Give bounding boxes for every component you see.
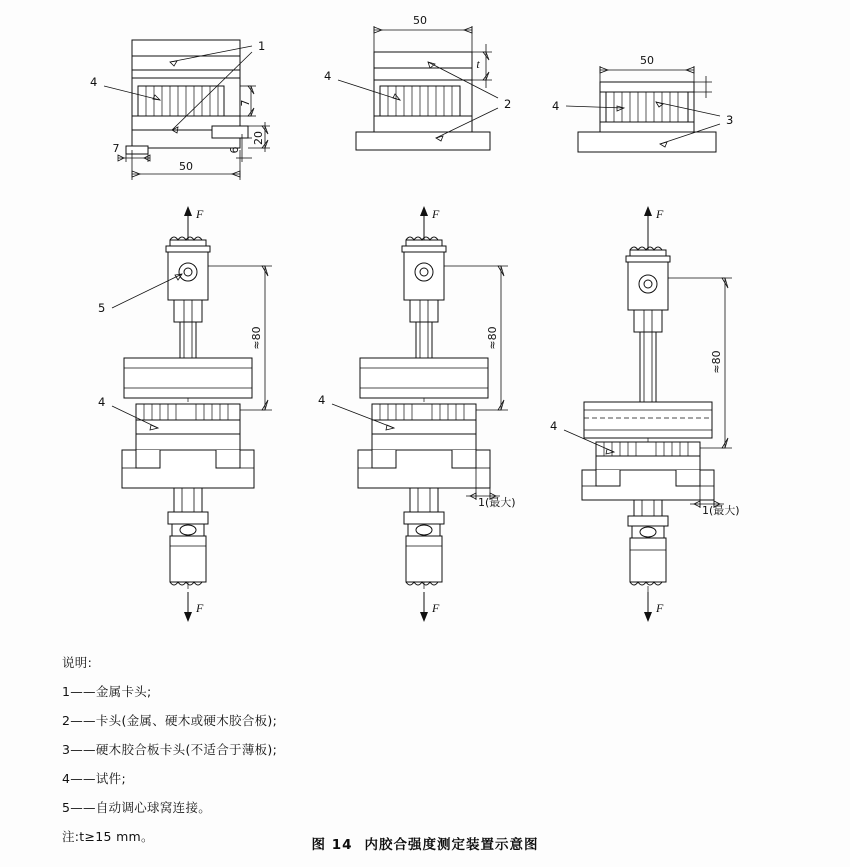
combined-grip-view: [324, 14, 511, 150]
dim-50-right-label: 50: [640, 54, 654, 67]
callout-4-assembly-mid-label: 4: [318, 393, 326, 407]
force-bottom-right-label: F: [656, 601, 664, 615]
legend-item-5: 5——自动调心球窝连接。: [62, 800, 212, 815]
span-right-label: ≈80: [710, 350, 723, 374]
span-mid-label: ≈80: [486, 326, 499, 350]
dim-50-left-label: 50: [179, 160, 193, 173]
callout-4-right-label: 4: [552, 99, 560, 113]
gap-note-right-label: 1(最大): [702, 504, 740, 517]
legend-item-4: 4——试件;: [62, 771, 126, 786]
dimension-tick-right: [694, 76, 712, 98]
gap-note-mid-label: 1(最大): [478, 496, 516, 509]
legend-note: 注:t≥15 mm。: [62, 829, 154, 844]
dimension-t: [472, 44, 492, 88]
callout-4-assembly-left-label: 4: [98, 395, 106, 409]
callout-5-label: 5: [98, 301, 106, 315]
force-arrow-bottom-right: [644, 592, 664, 622]
assembly-middle: [318, 206, 516, 622]
callout-4-left-label: 4: [90, 75, 98, 89]
force-top-mid-label: F: [432, 207, 440, 221]
force-arrow-top-right: [644, 206, 664, 250]
figure-title: 内胶合强度测定装置示意图: [364, 837, 539, 853]
force-arrow-bottom-left: [184, 592, 204, 622]
dim-20-label: 20: [252, 131, 265, 145]
dim-t-label: t: [476, 57, 480, 71]
figure-number: 图 14: [311, 837, 353, 853]
force-top-right-label: F: [656, 207, 664, 221]
metal-grip-view: [90, 39, 270, 180]
dimension-7-right: [239, 86, 256, 116]
span-left-label: ≈80: [250, 326, 263, 350]
legend-item-1: 1——金属卡头;: [62, 684, 152, 699]
dimension-20: [248, 122, 270, 152]
callout-4-mid-label: 4: [324, 69, 332, 83]
dimension-50-top-mid: [374, 14, 472, 52]
assembly-left: [98, 206, 272, 622]
dimension-50-right: [600, 54, 694, 84]
legend-item-3: 3——硬木胶合板卡头(不适合于薄板);: [62, 742, 278, 757]
callout-4-assembly-right-label: 4: [550, 419, 558, 433]
dim-7-left-label: 7: [112, 142, 120, 155]
dim-6-label: 6: [228, 146, 241, 154]
legend-title: 说明:: [62, 655, 93, 670]
dim-7-right-label: 7: [239, 99, 252, 107]
plywood-grip-view: [552, 54, 733, 152]
legend-item-2: 2——卡头(金属、硬木或硬木胶合板);: [62, 713, 278, 728]
force-top-left-label: F: [196, 207, 204, 221]
callout-2-label: 2: [504, 97, 512, 111]
callout-1-label: 1: [258, 39, 266, 53]
legend: [62, 648, 582, 851]
force-arrow-bottom-mid: [420, 592, 440, 622]
force-bottom-left-label: F: [196, 601, 204, 615]
figure-caption: [0, 833, 850, 853]
force-bottom-mid-label: F: [432, 601, 440, 615]
callout-3-label: 3: [726, 113, 734, 127]
dim-50-mid-label: 50: [413, 14, 427, 27]
assembly-right: [550, 206, 740, 622]
